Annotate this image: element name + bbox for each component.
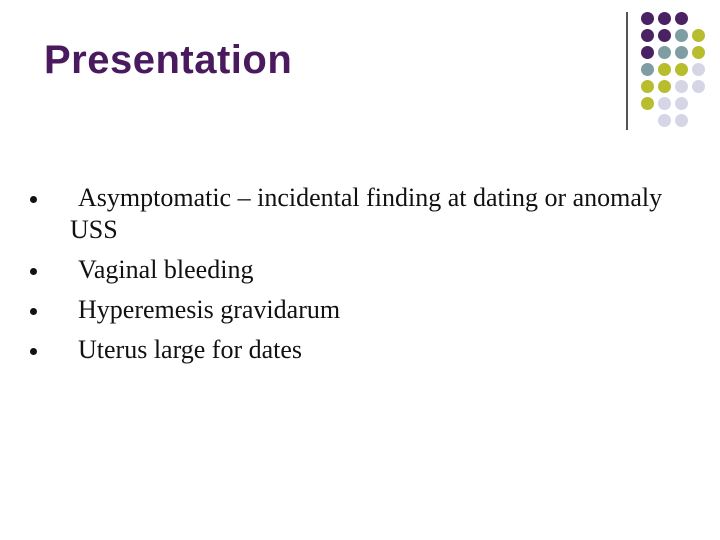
title-divider-line	[626, 12, 628, 130]
bullet-marker	[30, 196, 37, 203]
list-item	[30, 294, 670, 326]
decorative-dot	[641, 63, 654, 76]
decorative-dot	[658, 29, 671, 42]
decorative-dot	[658, 97, 671, 110]
bullet-text: Uterus large for dates	[78, 335, 303, 364]
list-item	[30, 254, 670, 286]
decorative-dot	[658, 80, 671, 93]
bullet-list	[30, 182, 670, 374]
decorative-dot	[658, 12, 671, 25]
list-item	[30, 182, 670, 246]
decorative-dot	[641, 97, 654, 110]
decorative-dot	[692, 46, 705, 59]
decorative-dot	[675, 12, 688, 25]
decorative-dot	[658, 63, 671, 76]
decorative-dot	[675, 80, 688, 93]
decorative-dot	[641, 12, 654, 25]
bullet-marker	[30, 348, 37, 355]
bullet-marker	[30, 308, 37, 315]
decorative-dot	[692, 29, 705, 42]
decorative-dot	[675, 46, 688, 59]
decorative-dot	[675, 63, 688, 76]
list-item	[30, 334, 670, 366]
decorative-dot	[692, 63, 705, 76]
decorative-dot	[658, 46, 671, 59]
decorative-dot	[675, 29, 688, 42]
decorative-dot	[641, 29, 654, 42]
decorative-dot	[658, 114, 671, 127]
decorative-dot	[692, 80, 705, 93]
bullet-text: Hyperemesis gravidarum	[78, 295, 341, 324]
decorative-dot	[641, 46, 654, 59]
decorative-dot	[641, 80, 654, 93]
slide-title: Presentation	[44, 38, 293, 82]
bullet-text: Asymptomatic – incidental finding at dating or anomaly USS	[70, 183, 663, 244]
bullet-marker	[30, 268, 37, 275]
decorative-dot	[675, 114, 688, 127]
decorative-dot	[675, 97, 688, 110]
bullet-text: Vaginal bleeding	[78, 255, 254, 284]
